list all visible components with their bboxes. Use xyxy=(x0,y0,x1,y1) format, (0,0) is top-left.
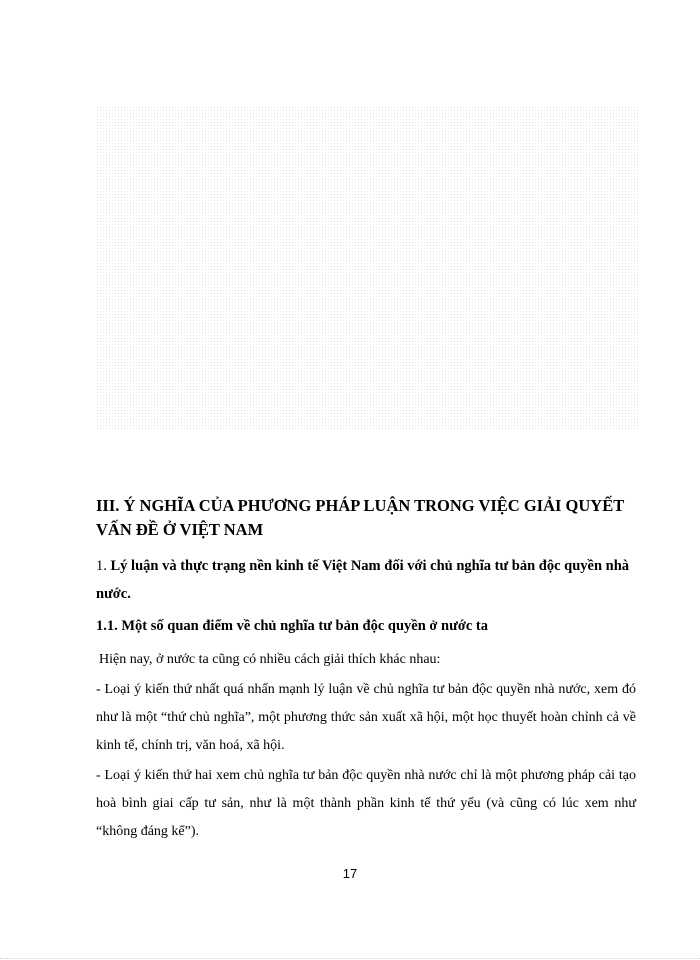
subsection-title: Lý luận và thực trạng nền kinh tế Việt Nam đối với chủ nghĩa tư bản độc quyền nhà nước. xyxy=(96,558,630,602)
page-bottom-edge xyxy=(0,958,700,959)
paragraph-intro: Hiện nay, ở nước ta cũng có nhiều cách giải thích khác nhau: xyxy=(99,652,441,667)
subsection-heading xyxy=(96,552,636,608)
paragraph-opinion-2: - Loại ý kiến thứ hai xem chủ nghĩa tư bản độc quyền nhà nước chỉ là một phương pháp cải tạo hoà bình giai cấp tư sản, như là một thành phần kinh tế thứ yếu (và cũng có lúc xem như “không đáng kể”). xyxy=(96,768,636,839)
section-heading: III. Ý NGHĨA CỦA PHƯƠNG PHÁP LUẬN TRONG VIỆC GIẢI QUYẾT VẤN ĐỀ Ở VIỆT NAM xyxy=(96,496,624,539)
figure-placeholder xyxy=(96,106,638,430)
page-number: 17 xyxy=(342,866,358,881)
subsection-number: 1. xyxy=(96,558,107,574)
document-body xyxy=(96,494,636,848)
paragraph-opinion-1: - Loại ý kiến thứ nhất quá nhấn mạnh lý luận về chủ nghĩa tư bản độc quyền nhà nước, xem đó như là một “thứ chủ nghĩa”, một phương thức sản xuất xã hội, một học thuyết hoàn chỉnh cả về kinh tế, chính trị, văn hoá, xã hội. xyxy=(96,682,636,753)
subsubsection-heading: 1.1. Một số quan điểm về chủ nghĩa tư bản độc quyền ở nước ta xyxy=(96,618,488,634)
